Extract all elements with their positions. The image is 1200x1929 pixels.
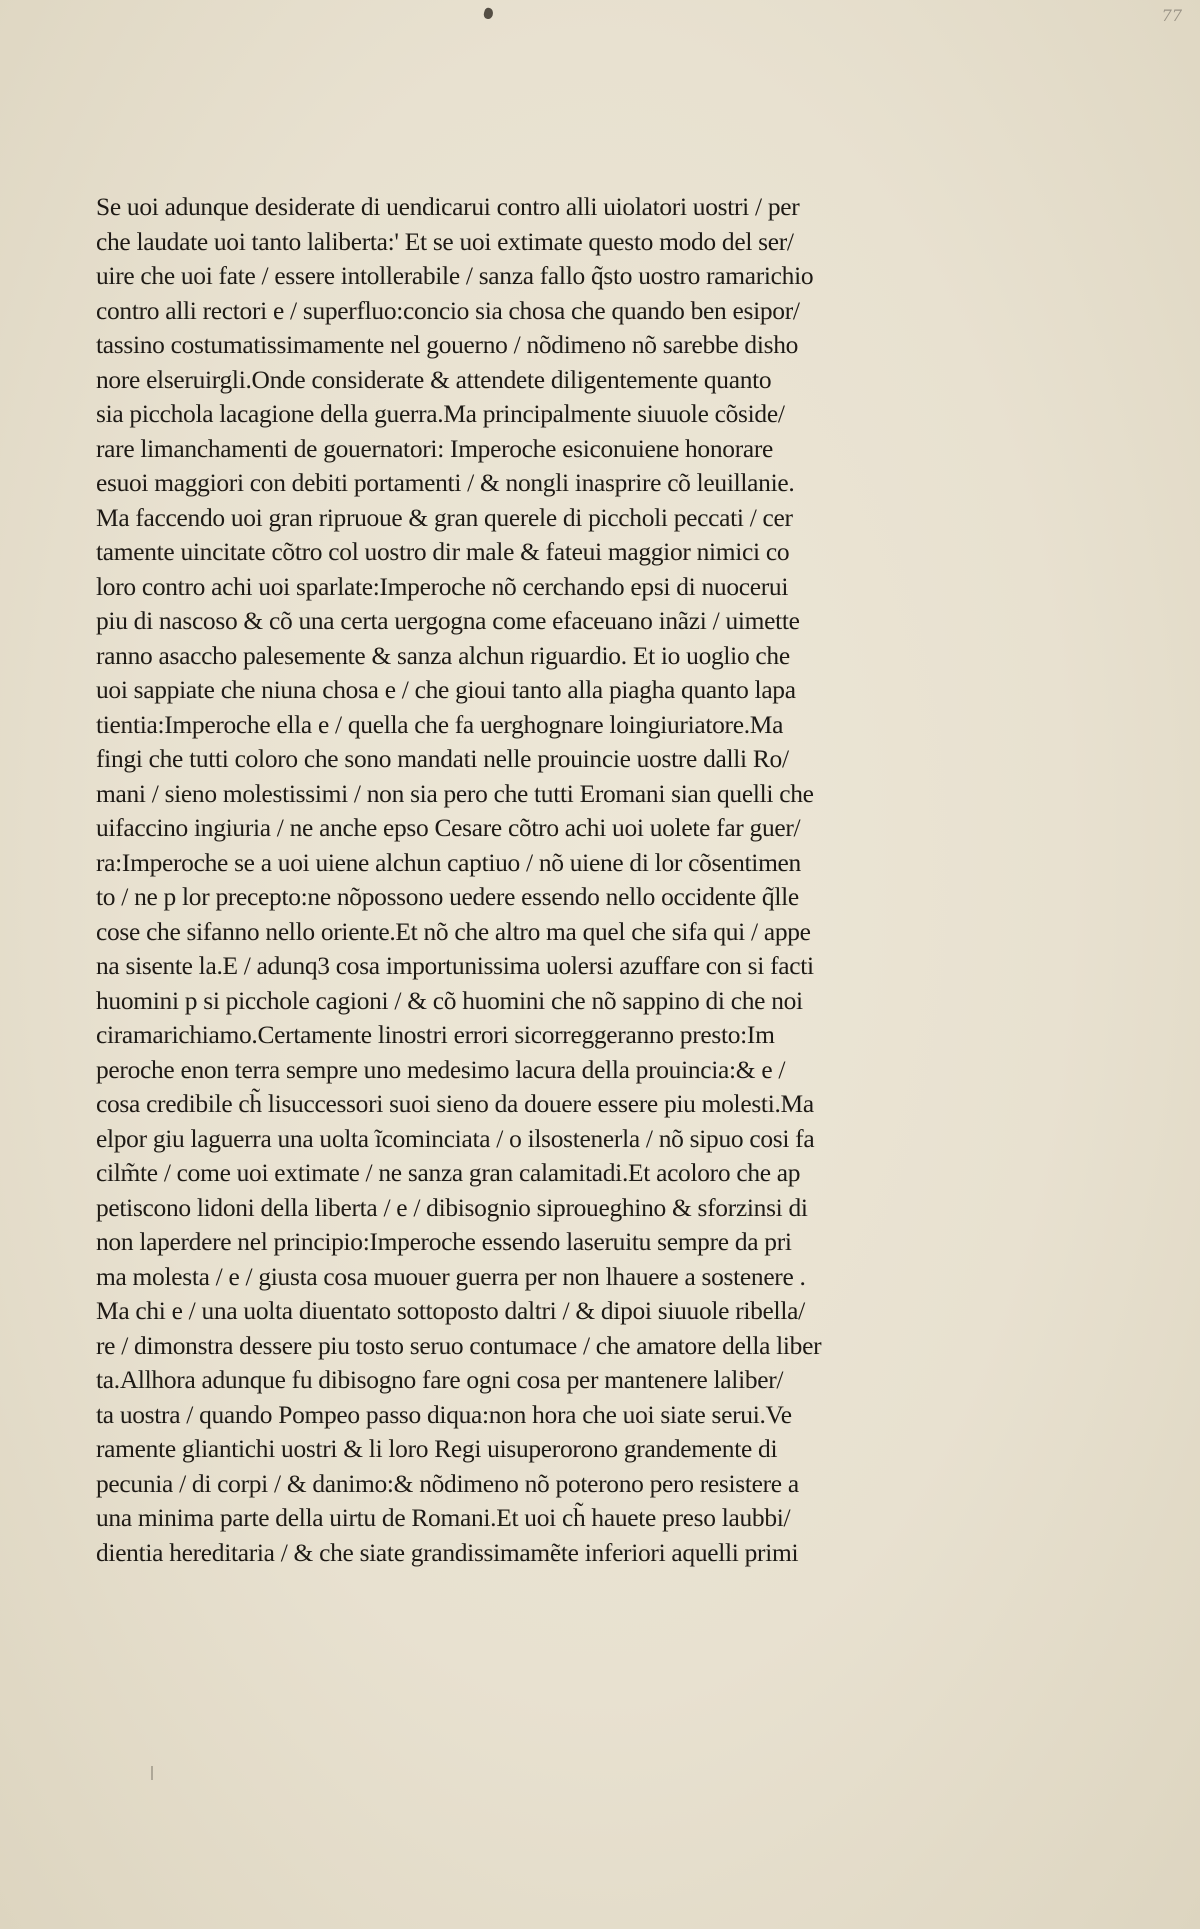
text-line: uifaccino ingiuria / ne anche epso Cesare cõtro achi uoi uolete far guer/: [96, 813, 801, 842]
text-line: tassino costumatissimamente nel gouerno / nõdimeno nõ sarebbe disho: [96, 330, 799, 359]
text-line: contro alli rectori e / superfluo:concio sia chosa che quando ben esipor/: [96, 295, 800, 325]
text-line: elpor giu laguerra una uolta ĩcominciata / o ilsostenerla / nõ sipuo cosi fa: [96, 1123, 815, 1153]
text-line: uire che uoi fate / essere intollerabile / sanza fallo q̃sto uostro ramarichio: [96, 261, 814, 290]
text-line: loro contro achi uoi sparlate:Imperoche nõ cerchando epsi di nuocerui: [96, 571, 789, 601]
text-line: ciramarichiamo.Certamente linostri errori sicorreggeranno presto:Im: [96, 1020, 775, 1049]
text-line: sia picchola lacagione della guerra.Ma principalmente siuuole cõside/: [96, 399, 785, 428]
text-line: petiscono lidoni della liberta / e / dibisognio siproueghino & sforzinsi di: [96, 1192, 808, 1222]
text-line: Se uoi adunque desiderate di uendicarui contro alli uiolatori uostri / per: [96, 192, 800, 221]
text-line: fingi che tutti coloro che sono mandati nelle prouincie uostre dalli Ro/: [96, 744, 789, 773]
text-block: [96, 190, 956, 1570]
text-line: cilm̃te / come uoi extimate / ne sanza gran calamitadi.Et acoloro che ap: [96, 1158, 801, 1187]
text-line: na sisente la.E / adunq3 cosa importunissima uolersi azuffare con si facti: [96, 951, 814, 980]
text-line: ma molesta / e / giusta cosa muouer guerra per non lhauere a sostenere .: [96, 1261, 806, 1291]
text-line: rare limanchamenti de gouernatori: Imperoche esiconuiene honorare: [96, 433, 774, 463]
text-line: uoi sappiate che niuna chosa e / che gioui tanto alla piagha quanto lapa: [96, 675, 796, 704]
text-line: che laudate uoi tanto laliberta:' Et se uoi extimate questo modo del ser/: [96, 226, 794, 256]
text-line: tamente uincitate cõtro col uostro dir male & fateui maggior nimici co: [96, 537, 790, 566]
text-line: re / dimonstra dessere piu tosto seruo contumace / che amatore della liber: [96, 1330, 822, 1360]
text-line: peroche enon terra sempre uno medesimo lacura della prouincia:& e /: [96, 1054, 786, 1084]
text-line: ramente gliantichi uostri & li loro Regi uisuperorono grandemente di: [96, 1434, 778, 1463]
folio-number: 77: [1161, 6, 1182, 25]
text-line: cosa credibile ch̃ lisuccessori suoi sieno da douere essere piu molesti.Ma: [96, 1089, 814, 1118]
ink-blot: [483, 7, 495, 20]
text-line: tientia:Imperoche ella e / quella che fa uerghognare loingiuriatore.Ma: [96, 709, 784, 739]
text-line: pecunia / di corpi / & danimo:& nõdimeno nõ poterono pero resistere a: [96, 1468, 799, 1498]
text-line: una minima parte della uirtu de Romani.Et uoi ch̃ hauete preso laubbi/: [96, 1503, 791, 1532]
stray-mark: [151, 1766, 153, 1780]
text-line: piu di nascoso & cõ una certa uergogna come efaceuano inãzi / uimette: [96, 606, 800, 635]
text-line: huomini p si picchole cagioni / & cõ huomini che nõ sappino di che noi: [96, 985, 803, 1015]
text-line: mani / sieno molestissimi / non sia pero che tutti Eromani sian quelli che: [96, 778, 814, 808]
text-line: nore elseruirgli.Onde considerate & attendete diligentemente quanto: [96, 364, 772, 394]
text-line: ta.Allhora adunque fu dibisogno fare ogni cosa per mantenere laliber/: [96, 1365, 784, 1394]
text-line: ranno asaccho palesemente & sanza alchun riguardio. Et io uoglio che: [96, 640, 790, 670]
text-line: ta uostra / quando Pompeo passo diqua:non hora che uoi siate serui.Ve: [96, 1399, 792, 1429]
text-line: Ma chi e / una uolta diuentato sottoposto daltri / & dipoi siuuole ribella/: [96, 1296, 805, 1325]
text-line: Ma faccendo uoi gran ripruoue & gran querele di piccholi peccati / cer: [96, 502, 793, 532]
text-line: dientia hereditaria / & che siate grandissimamẽte inferiori aquelli primi: [96, 1537, 799, 1567]
text-line: ra:Imperoche se a uoi uiene alchun captiuo / nõ uiene di lor cõsentimen: [96, 847, 801, 877]
text-line: to / ne p lor precepto:ne nõpossono uedere essendo nello occidente q̃lle: [96, 882, 799, 911]
text-line: esuoi maggiori con debiti portamenti / & nongli inasprire cõ leuillanie.: [96, 468, 795, 497]
text-line: non laperdere nel principio:Imperoche essendo laseruitu sempre da pri: [96, 1227, 792, 1256]
text-line: cose che sifanno nello oriente.Et nõ che altro ma quel che sifa qui / appe: [96, 916, 811, 946]
